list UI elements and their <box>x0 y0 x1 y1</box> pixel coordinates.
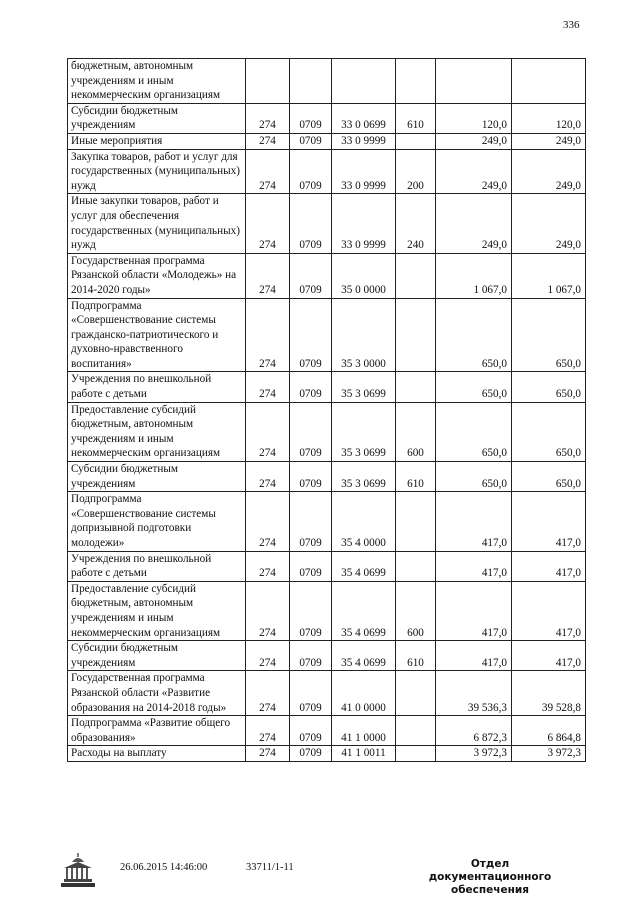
row-sum-1: 3 972,3 <box>436 746 512 762</box>
row-admin-code: 274 <box>246 103 290 133</box>
row-sum-2: 120,0 <box>512 103 586 133</box>
table-row <box>68 133 586 149</box>
row-target-code: 35 3 0699 <box>332 462 396 492</box>
row-expense-type <box>396 492 436 551</box>
row-target-code: 35 3 0699 <box>332 402 396 461</box>
row-admin-code: 274 <box>246 492 290 551</box>
row-expense-type <box>396 372 436 402</box>
footer-doc-number: 33711/1-11 <box>246 862 294 873</box>
row-expense-type: 610 <box>396 103 436 133</box>
row-admin-code: 274 <box>246 551 290 581</box>
row-admin-code: 274 <box>246 133 290 149</box>
row-section-code: 0709 <box>290 551 332 581</box>
table-row <box>68 59 586 104</box>
row-name: Государственная программа Рязанской области «Развитие образования на 2014-2018 годы» <box>68 671 246 716</box>
row-sum-1: 39 536,3 <box>436 671 512 716</box>
row-sum-1: 417,0 <box>436 581 512 640</box>
row-section-code: 0709 <box>290 149 332 194</box>
table-body <box>68 59 586 762</box>
row-sum-2: 417,0 <box>512 551 586 581</box>
row-section-code: 0709 <box>290 716 332 746</box>
row-sum-2: 1 067,0 <box>512 253 586 298</box>
row-sum-1 <box>436 59 512 104</box>
row-expense-type: 610 <box>396 641 436 671</box>
table-row <box>68 492 586 551</box>
row-admin-code: 274 <box>246 581 290 640</box>
row-sum-1: 249,0 <box>436 133 512 149</box>
row-expense-type <box>396 133 436 149</box>
row-target-code: 35 4 0699 <box>332 551 396 581</box>
row-admin-code: 274 <box>246 462 290 492</box>
row-name: Подпрограмма «Развитие общего образования» <box>68 716 246 746</box>
row-section-code: 0709 <box>290 402 332 461</box>
page-number: 336 <box>563 19 580 31</box>
row-name: Подпрограмма «Совершенствование системы гражданско-патриотического и духовно-нравственного воспитания» <box>68 298 246 372</box>
row-name: Иные мероприятия <box>68 133 246 149</box>
row-admin-code: 274 <box>246 716 290 746</box>
row-sum-1: 650,0 <box>436 402 512 461</box>
table-row <box>68 641 586 671</box>
row-name: Предоставление субсидий бюджетным, автономным учреждениям и иным некоммерческим организациям <box>68 402 246 461</box>
row-target-code <box>332 59 396 104</box>
row-sum-1: 249,0 <box>436 194 512 253</box>
row-name: Предоставление субсидий бюджетным, автономным учреждениям и иным некоммерческим организациям <box>68 581 246 640</box>
table-row <box>68 194 586 253</box>
row-target-code: 35 4 0699 <box>332 641 396 671</box>
row-sum-2: 417,0 <box>512 581 586 640</box>
row-sum-1: 417,0 <box>436 492 512 551</box>
row-name: Подпрограмма «Совершенствование системы допризывной подготовки молодежи» <box>68 492 246 551</box>
row-section-code: 0709 <box>290 194 332 253</box>
duma-emblem-icon <box>60 853 96 889</box>
row-admin-code: 274 <box>246 194 290 253</box>
row-target-code: 35 3 0699 <box>332 372 396 402</box>
row-sum-2: 650,0 <box>512 298 586 372</box>
row-section-code: 0709 <box>290 462 332 492</box>
table-row <box>68 298 586 372</box>
table-row <box>68 581 586 640</box>
row-sum-2: 417,0 <box>512 492 586 551</box>
row-sum-2: 417,0 <box>512 641 586 671</box>
row-admin-code: 274 <box>246 253 290 298</box>
row-sum-1: 417,0 <box>436 641 512 671</box>
row-sum-1: 417,0 <box>436 551 512 581</box>
budget-table <box>67 58 586 762</box>
row-section-code: 0709 <box>290 746 332 762</box>
row-admin-code: 274 <box>246 402 290 461</box>
row-name: Субсидии бюджетным учреждениям <box>68 641 246 671</box>
row-name: Учреждения по внешкольной работе с детьми <box>68 372 246 402</box>
row-section-code: 0709 <box>290 133 332 149</box>
table-row <box>68 402 586 461</box>
row-sum-1: 6 872,3 <box>436 716 512 746</box>
row-target-code: 35 3 0000 <box>332 298 396 372</box>
row-admin-code: 274 <box>246 746 290 762</box>
row-name: Расходы на выплату <box>68 746 246 762</box>
table-row <box>68 462 586 492</box>
row-section-code <box>290 59 332 104</box>
table-row <box>68 671 586 716</box>
row-sum-1: 650,0 <box>436 462 512 492</box>
row-section-code: 0709 <box>290 671 332 716</box>
row-sum-1: 650,0 <box>436 372 512 402</box>
row-section-code: 0709 <box>290 298 332 372</box>
row-target-code: 41 0 0000 <box>332 671 396 716</box>
row-expense-type: 600 <box>396 402 436 461</box>
row-expense-type: 240 <box>396 194 436 253</box>
row-target-code: 33 0 0699 <box>332 103 396 133</box>
row-sum-1: 120,0 <box>436 103 512 133</box>
row-target-code: 33 0 9999 <box>332 133 396 149</box>
row-section-code: 0709 <box>290 641 332 671</box>
row-expense-type <box>396 746 436 762</box>
row-section-code: 0709 <box>290 372 332 402</box>
table-row <box>68 149 586 194</box>
row-sum-2: 249,0 <box>512 133 586 149</box>
row-expense-type <box>396 716 436 746</box>
table-row <box>68 253 586 298</box>
row-name: Иные закупки товаров, работ и услуг для обеспечения государственных (муниципальных) нужд <box>68 194 246 253</box>
table-row <box>68 716 586 746</box>
row-name: Закупка товаров, работ и услуг для государственных (муниципальных) нужд <box>68 149 246 194</box>
row-sum-2: 39 528,8 <box>512 671 586 716</box>
row-expense-type: 600 <box>396 581 436 640</box>
row-expense-type <box>396 59 436 104</box>
row-admin-code: 274 <box>246 671 290 716</box>
row-sum-2: 249,0 <box>512 194 586 253</box>
row-sum-2: 3 972,3 <box>512 746 586 762</box>
row-sum-2: 650,0 <box>512 372 586 402</box>
row-expense-type: 200 <box>396 149 436 194</box>
row-target-code: 33 0 9999 <box>332 194 396 253</box>
row-target-code: 41 1 0000 <box>332 716 396 746</box>
row-target-code: 35 0 0000 <box>332 253 396 298</box>
table-row <box>68 372 586 402</box>
row-expense-type <box>396 671 436 716</box>
row-name: Субсидии бюджетным учреждениям <box>68 103 246 133</box>
table-row <box>68 103 586 133</box>
row-sum-2: 650,0 <box>512 402 586 461</box>
row-sum-1: 1 067,0 <box>436 253 512 298</box>
row-expense-type <box>396 253 436 298</box>
table-row <box>68 551 586 581</box>
row-section-code: 0709 <box>290 492 332 551</box>
row-section-code: 0709 <box>290 103 332 133</box>
row-sum-1: 249,0 <box>436 149 512 194</box>
row-admin-code: 274 <box>246 372 290 402</box>
row-sum-1: 650,0 <box>436 298 512 372</box>
row-target-code: 35 4 0000 <box>332 492 396 551</box>
row-name: бюджетным, автономным учреждениям и иным некоммерческим организациям <box>68 59 246 104</box>
row-expense-type <box>396 298 436 372</box>
row-target-code: 35 4 0699 <box>332 581 396 640</box>
row-expense-type: 610 <box>396 462 436 492</box>
row-sum-2 <box>512 59 586 104</box>
footer-department: Отдел документационного обеспечения <box>428 858 552 896</box>
row-section-code: 0709 <box>290 581 332 640</box>
row-sum-2: 6 864,8 <box>512 716 586 746</box>
row-admin-code: 274 <box>246 149 290 194</box>
row-name: Учреждения по внешкольной работе с детьми <box>68 551 246 581</box>
row-admin-code <box>246 59 290 104</box>
row-target-code: 41 1 0011 <box>332 746 396 762</box>
row-target-code: 33 0 9999 <box>332 149 396 194</box>
row-admin-code: 274 <box>246 298 290 372</box>
row-sum-2: 650,0 <box>512 462 586 492</box>
footer-date: 26.06.2015 14:46:00 <box>120 862 208 873</box>
row-section-code: 0709 <box>290 253 332 298</box>
row-name: Субсидии бюджетным учреждениям <box>68 462 246 492</box>
table-row <box>68 746 586 762</box>
row-name: Государственная программа Рязанской области «Молодежь» на 2014-2020 годы» <box>68 253 246 298</box>
row-sum-2: 249,0 <box>512 149 586 194</box>
row-admin-code: 274 <box>246 641 290 671</box>
row-expense-type <box>396 551 436 581</box>
